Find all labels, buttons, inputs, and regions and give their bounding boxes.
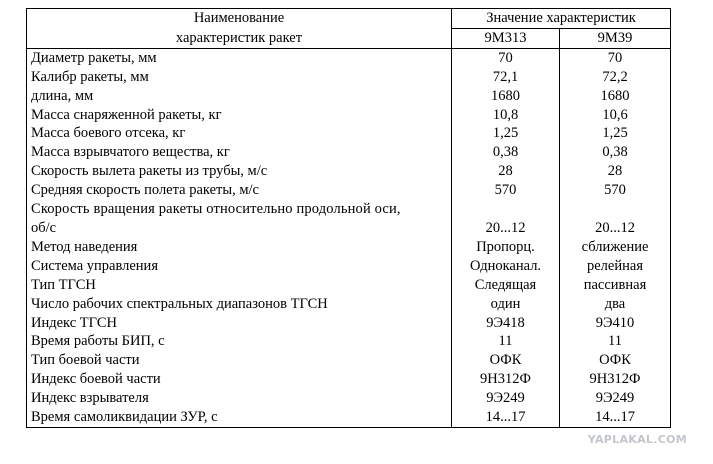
row-value-a: Одноканал.: [452, 257, 560, 276]
model-b-header: 9М39: [560, 28, 671, 48]
row-value-a: 70: [452, 48, 560, 67]
row-name: Индекс ТГСН: [27, 314, 452, 333]
row-value-a: 20...12: [452, 219, 560, 238]
table-row: [27, 87, 671, 106]
row-value-a: Следящая: [452, 276, 560, 295]
table-row: [27, 389, 671, 408]
table-row: [27, 332, 671, 351]
row-value-b: релейная: [560, 257, 671, 276]
row-name: Тип боевой части: [27, 351, 452, 370]
row-name: Масса боевого отсека, кг: [27, 124, 452, 143]
row-name: длина, мм: [27, 87, 452, 106]
row-name: Скорость вылета ракеты из трубы, м/с: [27, 162, 452, 181]
table-row: [27, 48, 671, 67]
row-value-b: 9Н312Ф: [560, 370, 671, 389]
row-value-a: 10,8: [452, 106, 560, 125]
row-name: Время самоликвидации ЗУР, с: [27, 408, 452, 427]
table-row: [27, 181, 671, 200]
row-value-b: 14...17: [560, 408, 671, 427]
row-name: Метод наведения: [27, 238, 452, 257]
table-row: [27, 351, 671, 370]
row-name: Масса снаряженной ракеты, кг: [27, 106, 452, 125]
row-value-b: сближение: [560, 238, 671, 257]
row-value-b: пассивная: [560, 276, 671, 295]
table-row: [27, 124, 671, 143]
table-row: [27, 295, 671, 314]
row-value-a: один: [452, 295, 560, 314]
row-value-b: 1680: [560, 87, 671, 106]
row-name-line2: об/с: [27, 219, 452, 238]
row-value-b: 9Э410: [560, 314, 671, 333]
row-value-a: 9Н312Ф: [452, 370, 560, 389]
row-value-a: 9Э249: [452, 389, 560, 408]
spec-table: [26, 8, 671, 428]
table-row: [27, 408, 671, 427]
row-name: Тип ТГСН: [27, 276, 452, 295]
row-value-a: 14...17: [452, 408, 560, 427]
row-name: Диаметр ракеты, мм: [27, 48, 452, 67]
table-row: [27, 257, 671, 276]
row-value-b: 1,25: [560, 124, 671, 143]
row-name: Калибр ракеты, мм: [27, 68, 452, 87]
header-row: [27, 9, 671, 29]
row-value-b: 11: [560, 332, 671, 351]
row-value-b: 70: [560, 48, 671, 67]
table-row: [27, 238, 671, 257]
row-value-b: 9Э249: [560, 389, 671, 408]
table-row: [27, 314, 671, 333]
table-row: [27, 200, 671, 219]
row-name: Средняя скорость полета ракеты, м/с: [27, 181, 452, 200]
table-row: [27, 68, 671, 87]
name-header-line1: Наименование: [27, 9, 452, 29]
row-value-a: Пропорц.: [452, 238, 560, 257]
row-value-a: 11: [452, 332, 560, 351]
row-value-a: 9Э418: [452, 314, 560, 333]
row-value-a: ОФК: [452, 351, 560, 370]
row-name: Система управления: [27, 257, 452, 276]
values-header: Значение характеристик: [452, 9, 671, 29]
row-value-a: 72,1: [452, 68, 560, 87]
table-row: [27, 370, 671, 389]
row-value-b: 20...12: [560, 219, 671, 238]
row-name: Число рабочих спектральных диапазонов ТГСН: [27, 295, 452, 314]
table-row: [27, 276, 671, 295]
row-name: Индекс взрывателя: [27, 389, 452, 408]
watermark-logo: YAPLAKAL.COM: [587, 433, 687, 446]
row-value-b: 570: [560, 181, 671, 200]
row-value-a: 1680: [452, 87, 560, 106]
header-row-2: [27, 28, 671, 48]
table-row: [27, 162, 671, 181]
row-value-a: 1,25: [452, 124, 560, 143]
row-value-b: 0,38: [560, 143, 671, 162]
model-a-header: 9М313: [452, 28, 560, 48]
table-row: [27, 106, 671, 125]
row-name: Индекс боевой части: [27, 370, 452, 389]
table-row: [27, 143, 671, 162]
row-name-line1: Скорость вращения ракеты относительно продольной оси,: [27, 200, 452, 219]
row-value-b: 28: [560, 162, 671, 181]
row-name: Время работы БИП, с: [27, 332, 452, 351]
row-value-b: два: [560, 295, 671, 314]
row-value-a: 28: [452, 162, 560, 181]
row-value-b: 10,6: [560, 106, 671, 125]
row-value-b: 72,2: [560, 68, 671, 87]
table-row-continued: [27, 219, 671, 238]
row-value-b: ОФК: [560, 351, 671, 370]
row-name: Масса взрывчатого вещества, кг: [27, 143, 452, 162]
name-header-line2: характеристик ракет: [27, 28, 452, 48]
row-value-a: 0,38: [452, 143, 560, 162]
row-value-a: 570: [452, 181, 560, 200]
